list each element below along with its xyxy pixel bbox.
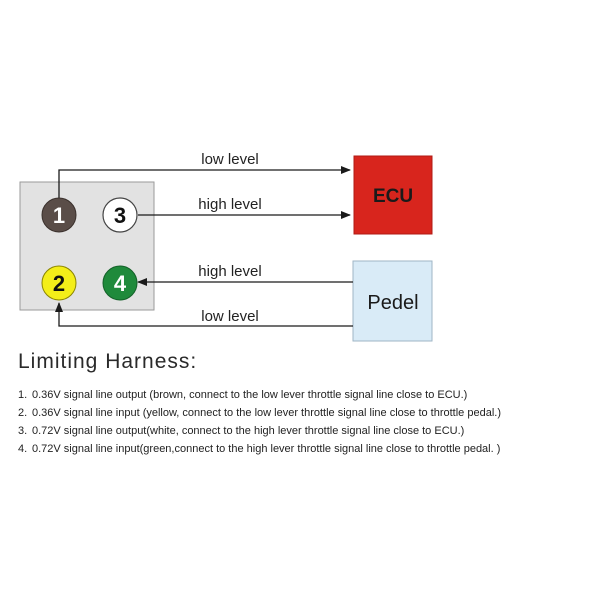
note-item-3 (18, 422, 593, 440)
note-number: 1. (18, 389, 28, 401)
pin-2-label: 2 (52, 271, 66, 296)
pin-4-label: 4 (113, 271, 127, 296)
wire-label-pin1: low level (201, 151, 259, 168)
notes-list (18, 386, 593, 458)
wire-label-pin4: high level (198, 263, 262, 280)
note-item-2 (18, 404, 593, 422)
pin-3-label: 3 (113, 203, 127, 228)
ecu-label: ECU (372, 186, 414, 207)
note-text: 0.36V signal line output (brown, connect to the low lever throttle signal line close to ECU.) (32, 389, 468, 401)
pedal-label: Pedel (367, 292, 419, 314)
note-number: 2. (18, 407, 28, 419)
note-text: 0.72V signal line input(green,connect to the high lever throttle signal line close to throttle pedal. ) (32, 443, 501, 455)
notes-title: Limiting Harness: (18, 350, 198, 373)
note-item-1 (18, 386, 593, 404)
wire-label-pin3: high level (198, 196, 262, 213)
pin-1-label: 1 (52, 203, 66, 228)
note-item-4 (18, 440, 593, 458)
note-number: 3. (18, 425, 28, 437)
wire-label-pin2: low level (201, 308, 259, 325)
note-text: 0.36V signal line input (yellow, connect to the low lever throttle signal line close to throttle pedal.) (32, 407, 501, 419)
note-text: 0.72V signal line output(white, connect to the high lever throttle signal line close to ECU.) (32, 425, 465, 437)
note-number: 4. (18, 443, 28, 455)
